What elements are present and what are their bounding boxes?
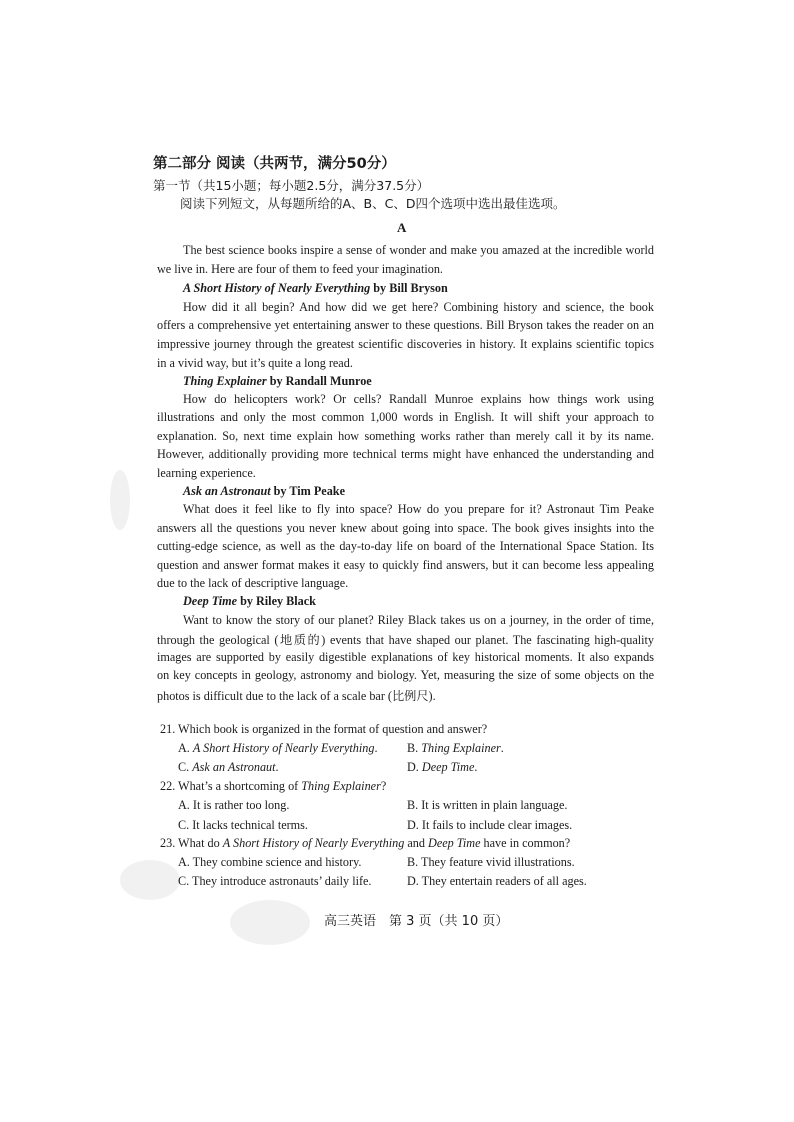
scan-blemish: [120, 860, 180, 900]
book-heading: [183, 484, 345, 499]
book-title: Deep Time: [183, 594, 238, 608]
option-b[interactable]: B. They feature vivid illustrations.: [407, 855, 575, 869]
paragraph-line: How did it all begin? And how did we get here? Combining history and science, the book: [183, 300, 654, 314]
option-punct: .: [500, 741, 504, 755]
paragraph-line: explanation. So, next time explain how something works rather than merely call it by its name.: [157, 429, 654, 443]
option-punct: .: [474, 760, 478, 774]
option-text: Ask an Astronaut: [192, 760, 276, 774]
paragraph-line: What does it feel like to fly into space? How do you prepare for it? Astronaut Tim Peake: [183, 502, 654, 516]
option-c[interactable]: C. It lacks technical terms.: [178, 818, 308, 832]
book-author: by Bill Bryson: [370, 281, 448, 295]
book-title: A Short History of Nearly Everything: [183, 281, 371, 295]
paragraph-line: However, additionally providing more technical terms might have enhanced the understanding and: [157, 447, 654, 461]
intro-line: The best science books inspire a sense of wonder and make you amazed at the incredible world: [183, 243, 654, 257]
paragraph-line: illustrations and only the most common 1,000 words in English. It will shift your approach to: [157, 410, 654, 424]
book-heading: [183, 594, 316, 609]
paragraph-line: offers a comprehensive yet entertaining answer to these questions. Bill Bryson takes the reader on an: [157, 318, 654, 332]
option-c[interactable]: [178, 760, 279, 775]
option-a[interactable]: A. They combine science and history.: [178, 855, 362, 869]
stem-italic: Deep Time: [428, 836, 481, 850]
option-d[interactable]: D. They entertain readers of all ages.: [407, 874, 587, 888]
paragraph-line: Want to know the story of our planet? Riley Black takes us on a journey, in the order of time,: [183, 613, 654, 627]
section-title: 第一节（共15小题；每小题2.5分，满分37.5分）: [153, 178, 430, 193]
stem-text: 23. What do: [160, 836, 223, 850]
paragraph-line: through the geological (地质的) events that have shaped our planet. The fascinating high-quality: [157, 633, 654, 647]
passage-label: A: [397, 220, 407, 235]
option-d[interactable]: D. It fails to include clear images.: [407, 818, 573, 832]
scan-blemish: [110, 470, 130, 530]
book-title: Thing Explainer: [183, 374, 267, 388]
book-heading: [183, 281, 448, 296]
option-text: A Short History of Nearly Everything: [192, 741, 375, 755]
option-b[interactable]: [407, 741, 504, 756]
paragraph-line: question and answer format makes it easy to quickly find answers, but it can become less appealing: [157, 558, 654, 572]
option-letter: A.: [178, 741, 193, 755]
paragraph-line: learning experience.: [157, 466, 256, 480]
stem-italic: Thing Explainer: [301, 779, 381, 793]
stem-text: ?: [380, 779, 387, 793]
paragraph-line: cutting-edge science, as well as the day-to-day life on board of the International Space Station. Its: [157, 539, 654, 553]
paragraph-line: due to the lack of descriptive language.: [157, 576, 349, 590]
option-a[interactable]: [178, 741, 378, 756]
option-letter: B.: [407, 741, 422, 755]
book-author: by Randall Munroe: [266, 374, 372, 388]
paragraph-line: How do helicopters work? Or cells? Randall Munroe explains how things work using: [183, 392, 654, 406]
question-stem: [160, 836, 570, 851]
paragraph-line: photos is difficult due to the lack of a scale bar (比例尺).: [157, 689, 436, 703]
option-punct: .: [374, 741, 378, 755]
paragraph-line: on key concepts in geology, astronomy and biology. Yet, measuring the size of some objects on the: [157, 668, 654, 682]
stem-text: have in common?: [480, 836, 571, 850]
paragraph-line: in a vivid way, but it’s quite a long read.: [157, 356, 353, 370]
option-letter: C.: [178, 760, 193, 774]
question-stem: [160, 779, 386, 794]
stem-text: and: [404, 836, 429, 850]
book-author: by Tim Peake: [270, 484, 345, 498]
option-c[interactable]: C. They introduce astronauts’ daily life.: [178, 874, 372, 888]
book-author: by Riley Black: [237, 594, 316, 608]
instruction: 阅读下列短文，从每题所给的A、B、C、D四个选项中选出最佳选项。: [180, 196, 566, 211]
page-footer: 高三英语 第 3 页（共 10 页）: [324, 914, 509, 929]
option-b[interactable]: B. It is written in plain language.: [407, 798, 568, 812]
paragraph-line: images are supported by easily digestible explanations of key historical moments. It also expands: [157, 650, 654, 664]
book-title: Ask an Astronaut: [183, 484, 271, 498]
option-letter: D.: [407, 760, 422, 774]
intro-line: we live in. Here are four of them to feed your imagination.: [157, 262, 443, 276]
scan-blemish: [230, 900, 310, 945]
stem-italic: A Short History of Nearly Everything: [222, 836, 405, 850]
option-punct: .: [275, 760, 279, 774]
stem-text: 22. What’s a shortcoming of: [160, 779, 302, 793]
option-a[interactable]: A. It is rather too long.: [178, 798, 290, 812]
paragraph-line: impressive journey through the greatest scientific discoveries in history. It explains scientific topics: [157, 337, 654, 351]
book-heading: [183, 374, 372, 389]
option-text: Thing Explainer: [421, 741, 501, 755]
part-title: 第二部分 阅读（共两节，满分50分）: [153, 156, 396, 172]
question-stem: 21. Which book is organized in the format of question and answer?: [160, 722, 488, 736]
option-d[interactable]: [407, 760, 477, 775]
option-text: Deep Time: [421, 760, 475, 774]
paragraph-line: answers all the questions you never knew about going into space. The book gives insights into the: [157, 521, 654, 535]
